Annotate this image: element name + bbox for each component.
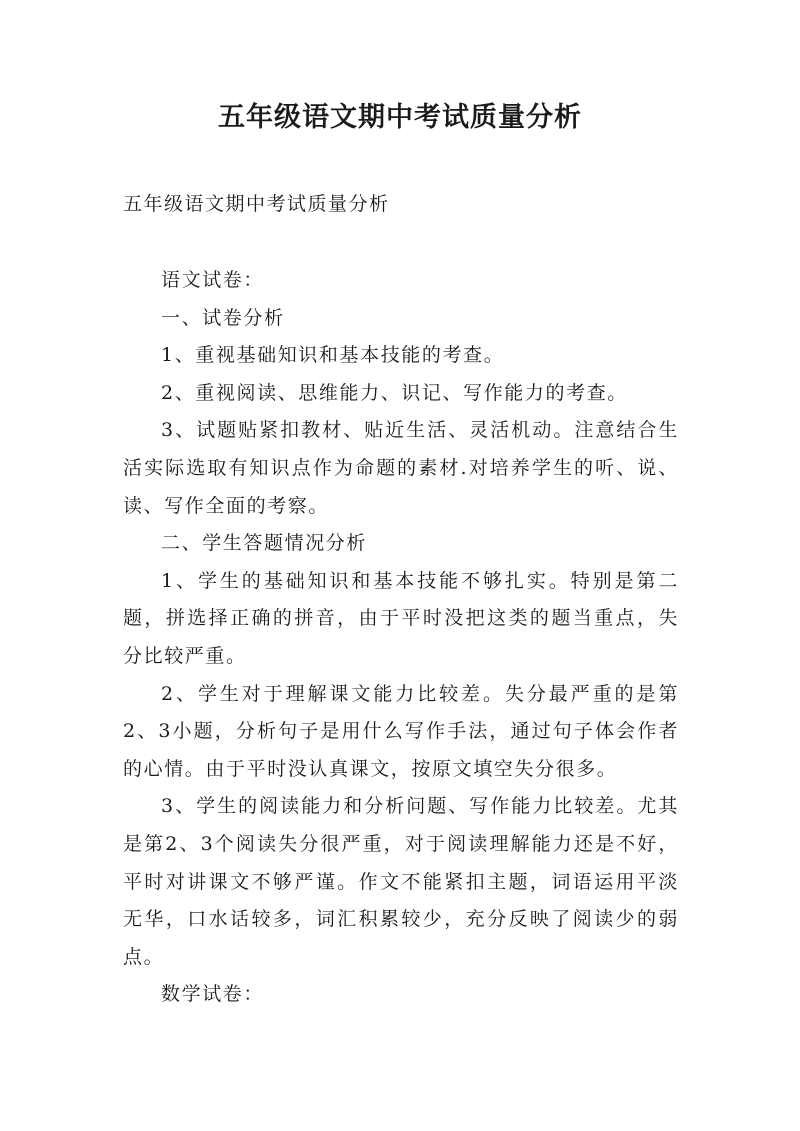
heading-exam-analysis: 一、试卷分析 [161,306,285,329]
heading-student-answers: 二、学生答题情况分析 [161,532,368,555]
paragraph-chinese-exam: 语文试卷： [161,269,265,291]
document-title: 五年级语文期中考试质量分析 [218,102,582,133]
paragraph: 1、重视基础知识和基本技能的考查。 [161,344,505,367]
document-body [123,262,679,1014]
paragraph: 3、试题贴紧扣教材、贴近生活、灵活机动。注意结合生活实际选取有知识点作为命题的素材.对培养学生的听、说、读、写作全面的考察。 [123,419,679,517]
paragraph: 1、学生的基础知识和基本技能不够扎实。特别是第二题，拼选择正确的拼音，由于平时没把这类的题当重点，失分比较严重。 [123,569,679,667]
paragraph: 3、学生的阅读能力和分析问题、写作能力比较差。尤其是第2、3个阅读失分很严重，对于阅读理解能力还是不好，平时对讲课文不够严谨。作文不能紧扣主题，词语运用平淡无华，口水话较多，词汇积累较少，充分反映了阅读少的弱点。 [123,795,679,968]
document-subtitle: 五年级语文期中考试质量分析 [123,193,390,215]
paragraph: 2、重视阅读、思维能力、识记、写作能力的考查。 [161,381,628,404]
paragraph: 2、学生对于理解课文能力比较差。失分最严重的是第2、3小题，分析句子是用什么写作手法，通过句子体会作者的心情。由于平时没认真课文，按原文填空失分很多。 [123,682,679,780]
paragraph-math-exam: 数学试卷： [161,983,265,1006]
